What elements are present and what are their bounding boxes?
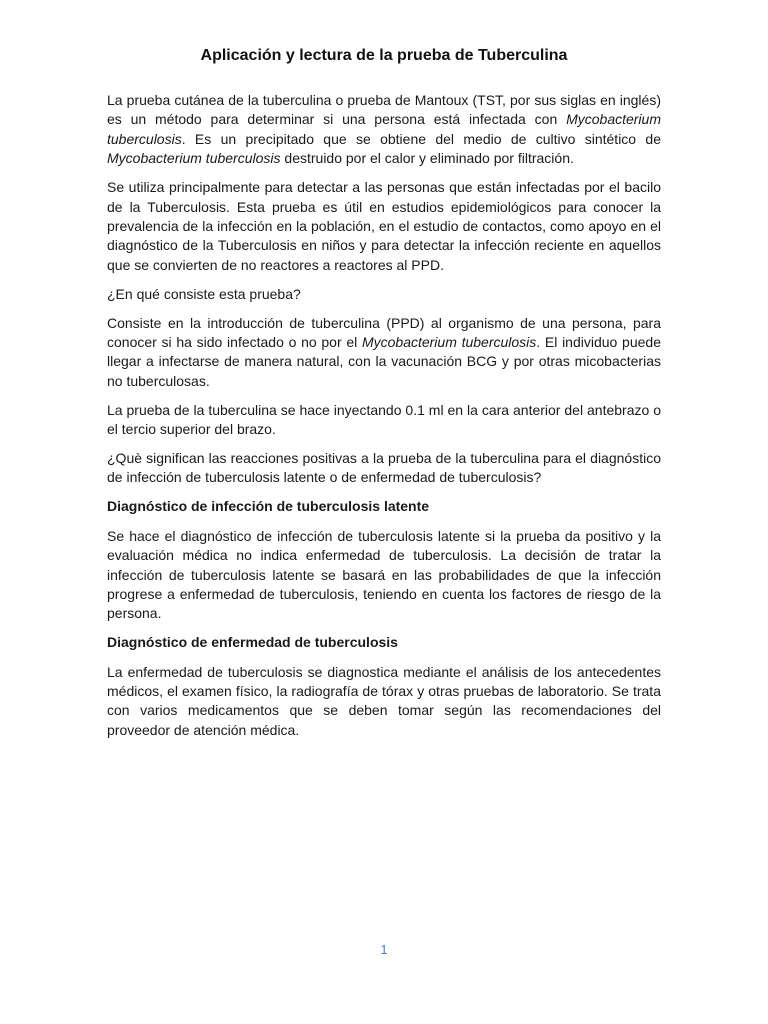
italic-term: Mycobacterium tuberculosis [107,150,281,167]
italic-term: Mycobacterium tuberculosis [107,111,661,147]
paragraph-consists [107,314,661,392]
text-span: destruido por el calor y eliminado por filtración. [280,150,574,167]
italic-term: Mycobacterium tuberculosis [361,333,537,350]
paragraph-uses: Se utiliza principalmente para detectar a las personas que están infectadas por el bacilo de la Tuberculosis. Esta prueba es útil en estudios epidemiológicos para conocer la prevalencia de la infección en la población, en el estudio de contactos, como apoyo en el diagnóstico de la Tuberculosis en niños y para detectar la infección reciente en aquellos que se convierten de no reactores a reactores al PPD. [107,179,661,273]
paragraph-intro [107,91,661,169]
document-title: Aplicación y lectura de la prueba de Tuberculina [200,47,568,64]
question-positive-reactions: ¿Què significan las reacciones positivas a la prueba de la tuberculina para el diagnóstico de infección de tuberculosis latente o de enfermedad de tuberculosis? [107,450,661,486]
text-span: Consiste en la introducción de tuberculina (PPD) al organismo de una persona, para conocer si ha sido infectado o no por el [107,314,661,350]
text-span: La prueba cutánea de la tuberculina o prueba de Mantoux (TST, por sus siglas en inglés) es un método para determinar si una persona está infectada con [107,92,661,128]
paragraph-latent-infection: Se hace el diagnóstico de infección de tuberculosis latente si la prueba da positivo y la evaluación médica no indica enfermedad de tuberculosis. La decisión de tratar la infección de tuberculosis latente se basará en las probabilidades de que la infección progrese a enfermedad de tuberculosis, teniendo en cuenta los factores de riesgo de la persona. [107,527,661,622]
paragraph-injection: La prueba de la tuberculina se hace inyectando 0.1 ml en la cara anterior del antebrazo o el tercio superior del brazo. [107,401,661,438]
page-number: 1 [380,942,388,957]
document-page [107,46,661,750]
question-what-is-test: ¿En qué consiste esta prueba? [107,285,301,302]
paragraph-tb-disease: La enfermedad de tuberculosis se diagnostica mediante el análisis de los antecedentes médicos, el examen físico, la radiografía de tórax y otras pruebas de laboratorio. Se trata con varios medicamentos que se deben tomar según las recomendaciones del proveedor de atención médica. [107,663,661,738]
text-span: . El individuo puede llegar a infectarse de manera natural, con la vacunación BCG y por otras micobacterias no tuberculosas. [107,333,661,389]
heading-latent-infection: Diagnóstico de infección de tuberculosis latente [107,498,430,515]
heading-tb-disease: Diagnóstico de enfermedad de tuberculosis [107,634,398,651]
text-span: . Es un precipitado que se obtiene del medio de cultivo sintético de [181,130,661,147]
